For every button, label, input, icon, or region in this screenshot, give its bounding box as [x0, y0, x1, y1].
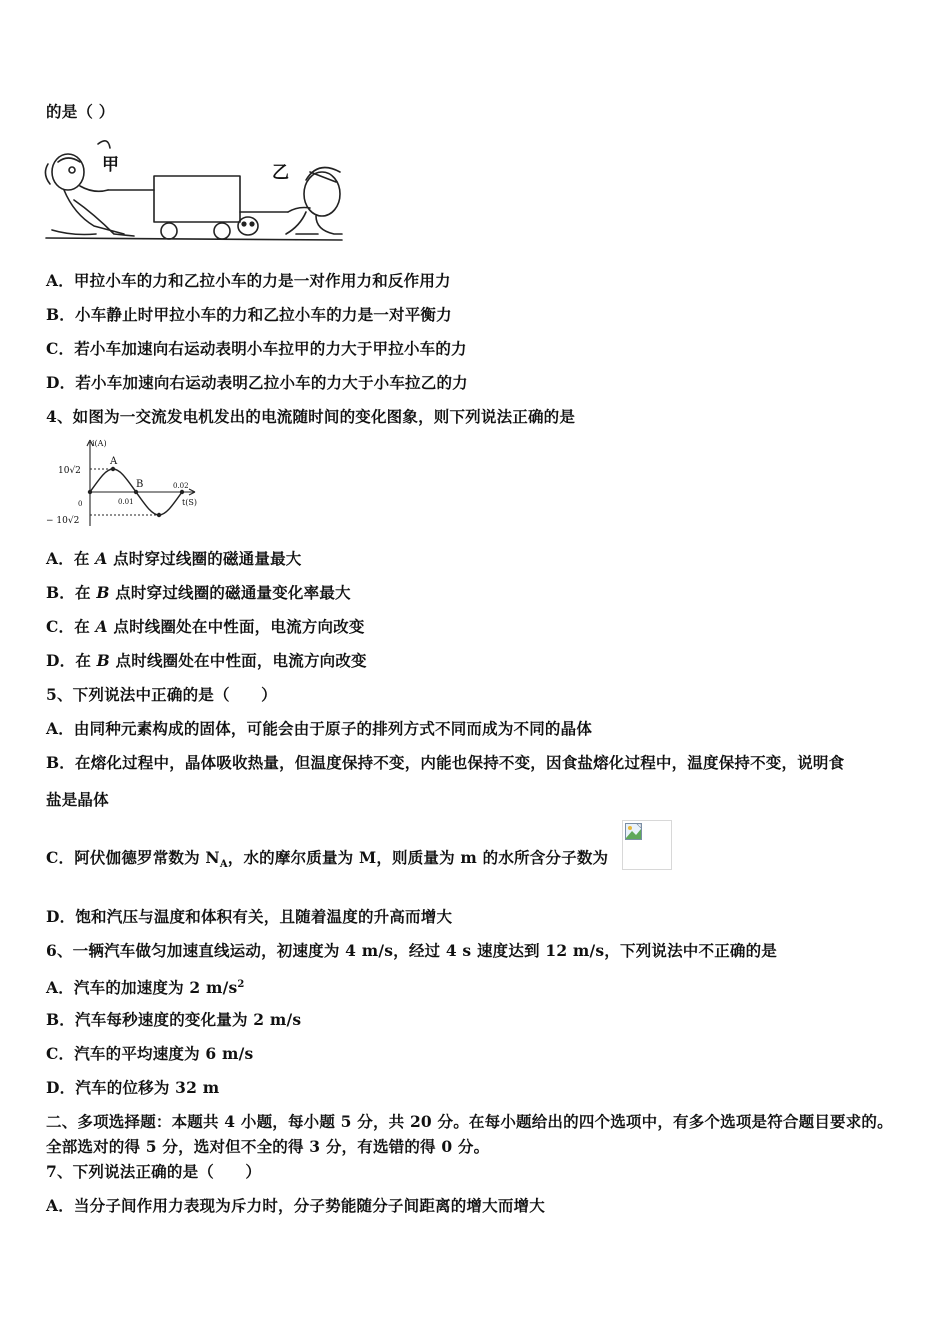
graph-xtick-1: 0.01 [118, 498, 134, 506]
cart-body [154, 176, 240, 222]
q3-option-c: C．若小车加速向右运动表明小车拉甲的力大于甲拉小车的力 [46, 339, 467, 358]
question-3-stem-tail: 的是（ ） [46, 102, 115, 121]
q5-stem: 5、下列说法中正确的是（ ） [46, 685, 277, 704]
q6-option-a: A．汽车的加速度为 2 $m/s^2$ [46, 978, 245, 998]
point-a-marker [111, 467, 115, 471]
q4-option-c: C．在 A 点时线圈处在中性面，电流方向改变 [46, 617, 365, 636]
label-yi: 乙 [272, 163, 289, 183]
section-2-instructions-line1: 二、多项选择题：本题共 4 小题，每小题 5 分，共 20 分。在每小题给出的四个选项中，有多个选项是符合题目要求的。 [46, 1112, 893, 1131]
formula-image-placeholder [622, 820, 672, 870]
q6-option-b: B．汽车每秒速度的变化量为 2 m/s [46, 1010, 302, 1029]
broken-image-icon [625, 823, 642, 840]
q6-stem: 6、一辆汽车做匀加速直线运动，初速度为 4 m/s，经过 4 s 速度达到 12 m/s，下列说法中不正确的是 [46, 941, 778, 960]
q5-option-b-line1: B．在熔化过程中，晶体吸收热量，但温度保持不变，内能也保持不变，因食盐熔化过程中，温度保持不变，说明食 [46, 753, 845, 772]
q6-option-d: D．汽车的位移为 32 m [46, 1078, 220, 1097]
q6-option-c: C．汽车的平均速度为 6 m/s [46, 1044, 254, 1063]
label-jia: 甲 [102, 155, 119, 175]
section-2-instructions-line2: 全部选对的得 5 分，选对但不全的得 3 分，有选错的得 0 分。 [46, 1137, 490, 1156]
graph-point-b: B [136, 479, 144, 490]
q7-stem: 7、下列说法正确的是（ ） [46, 1162, 262, 1181]
q4-option-d: D．在 B 点时线圈处在中性面，电流方向改变 [46, 651, 367, 670]
graph-ytick-top: 10√2 [58, 466, 81, 476]
graph-ylabel: i(A) [92, 439, 107, 448]
graph-xlabel: t(S) [182, 498, 197, 507]
q5-option-d: D．饱和汽压与温度和体积有关，且随着温度的升高而增大 [46, 907, 453, 926]
graph-point-a: A [110, 456, 118, 467]
graph-origin: 0 [78, 500, 83, 508]
q3-option-d: D．若小车加速向右运动表明乙拉小车的力大于小车拉乙的力 [46, 373, 468, 392]
q5-option-b-line2: 盐是晶体 [46, 790, 109, 809]
q7-option-a: A．当分子间作用力表现为斥力时，分子势能随分子间距离的增大而增大 [46, 1196, 545, 1215]
q4-stem: 4、如图为一交流发电机发出的电流随时间的变化图象，则下列说法正确的是 [46, 407, 576, 426]
tug-of-war-figure [44, 138, 344, 246]
graph-xtick-2: 0.02 [173, 482, 189, 490]
cart-wheel-left [161, 223, 177, 239]
q3-option-b: B．小车静止时甲拉小车的力和乙拉小车的力是一对平衡力 [46, 305, 452, 324]
ac-current-graph [44, 436, 214, 532]
cart-wheel-right [214, 223, 230, 239]
q5-option-c: C．阿伏伽德罗常数为 $N_A$，水的摩尔质量为 M，则质量为 m 的水所含分子数为 [46, 848, 609, 871]
q4-option-b: B．在 B 点时穿过线圈的磁通量变化率最大 [46, 583, 351, 602]
q5-option-a: A．由同种元素构成的固体，可能会由于原子的排列方式不同而成为不同的晶体 [46, 719, 593, 738]
q3-option-a: A．甲拉小车的力和乙拉小车的力是一对作用力和反作用力 [46, 271, 451, 290]
graph-ytick-bottom: − 10√2 [46, 516, 80, 526]
q4-option-a: A．在 A 点时穿过线圈的磁通量最大 [46, 549, 302, 568]
point-b-marker [134, 490, 138, 494]
